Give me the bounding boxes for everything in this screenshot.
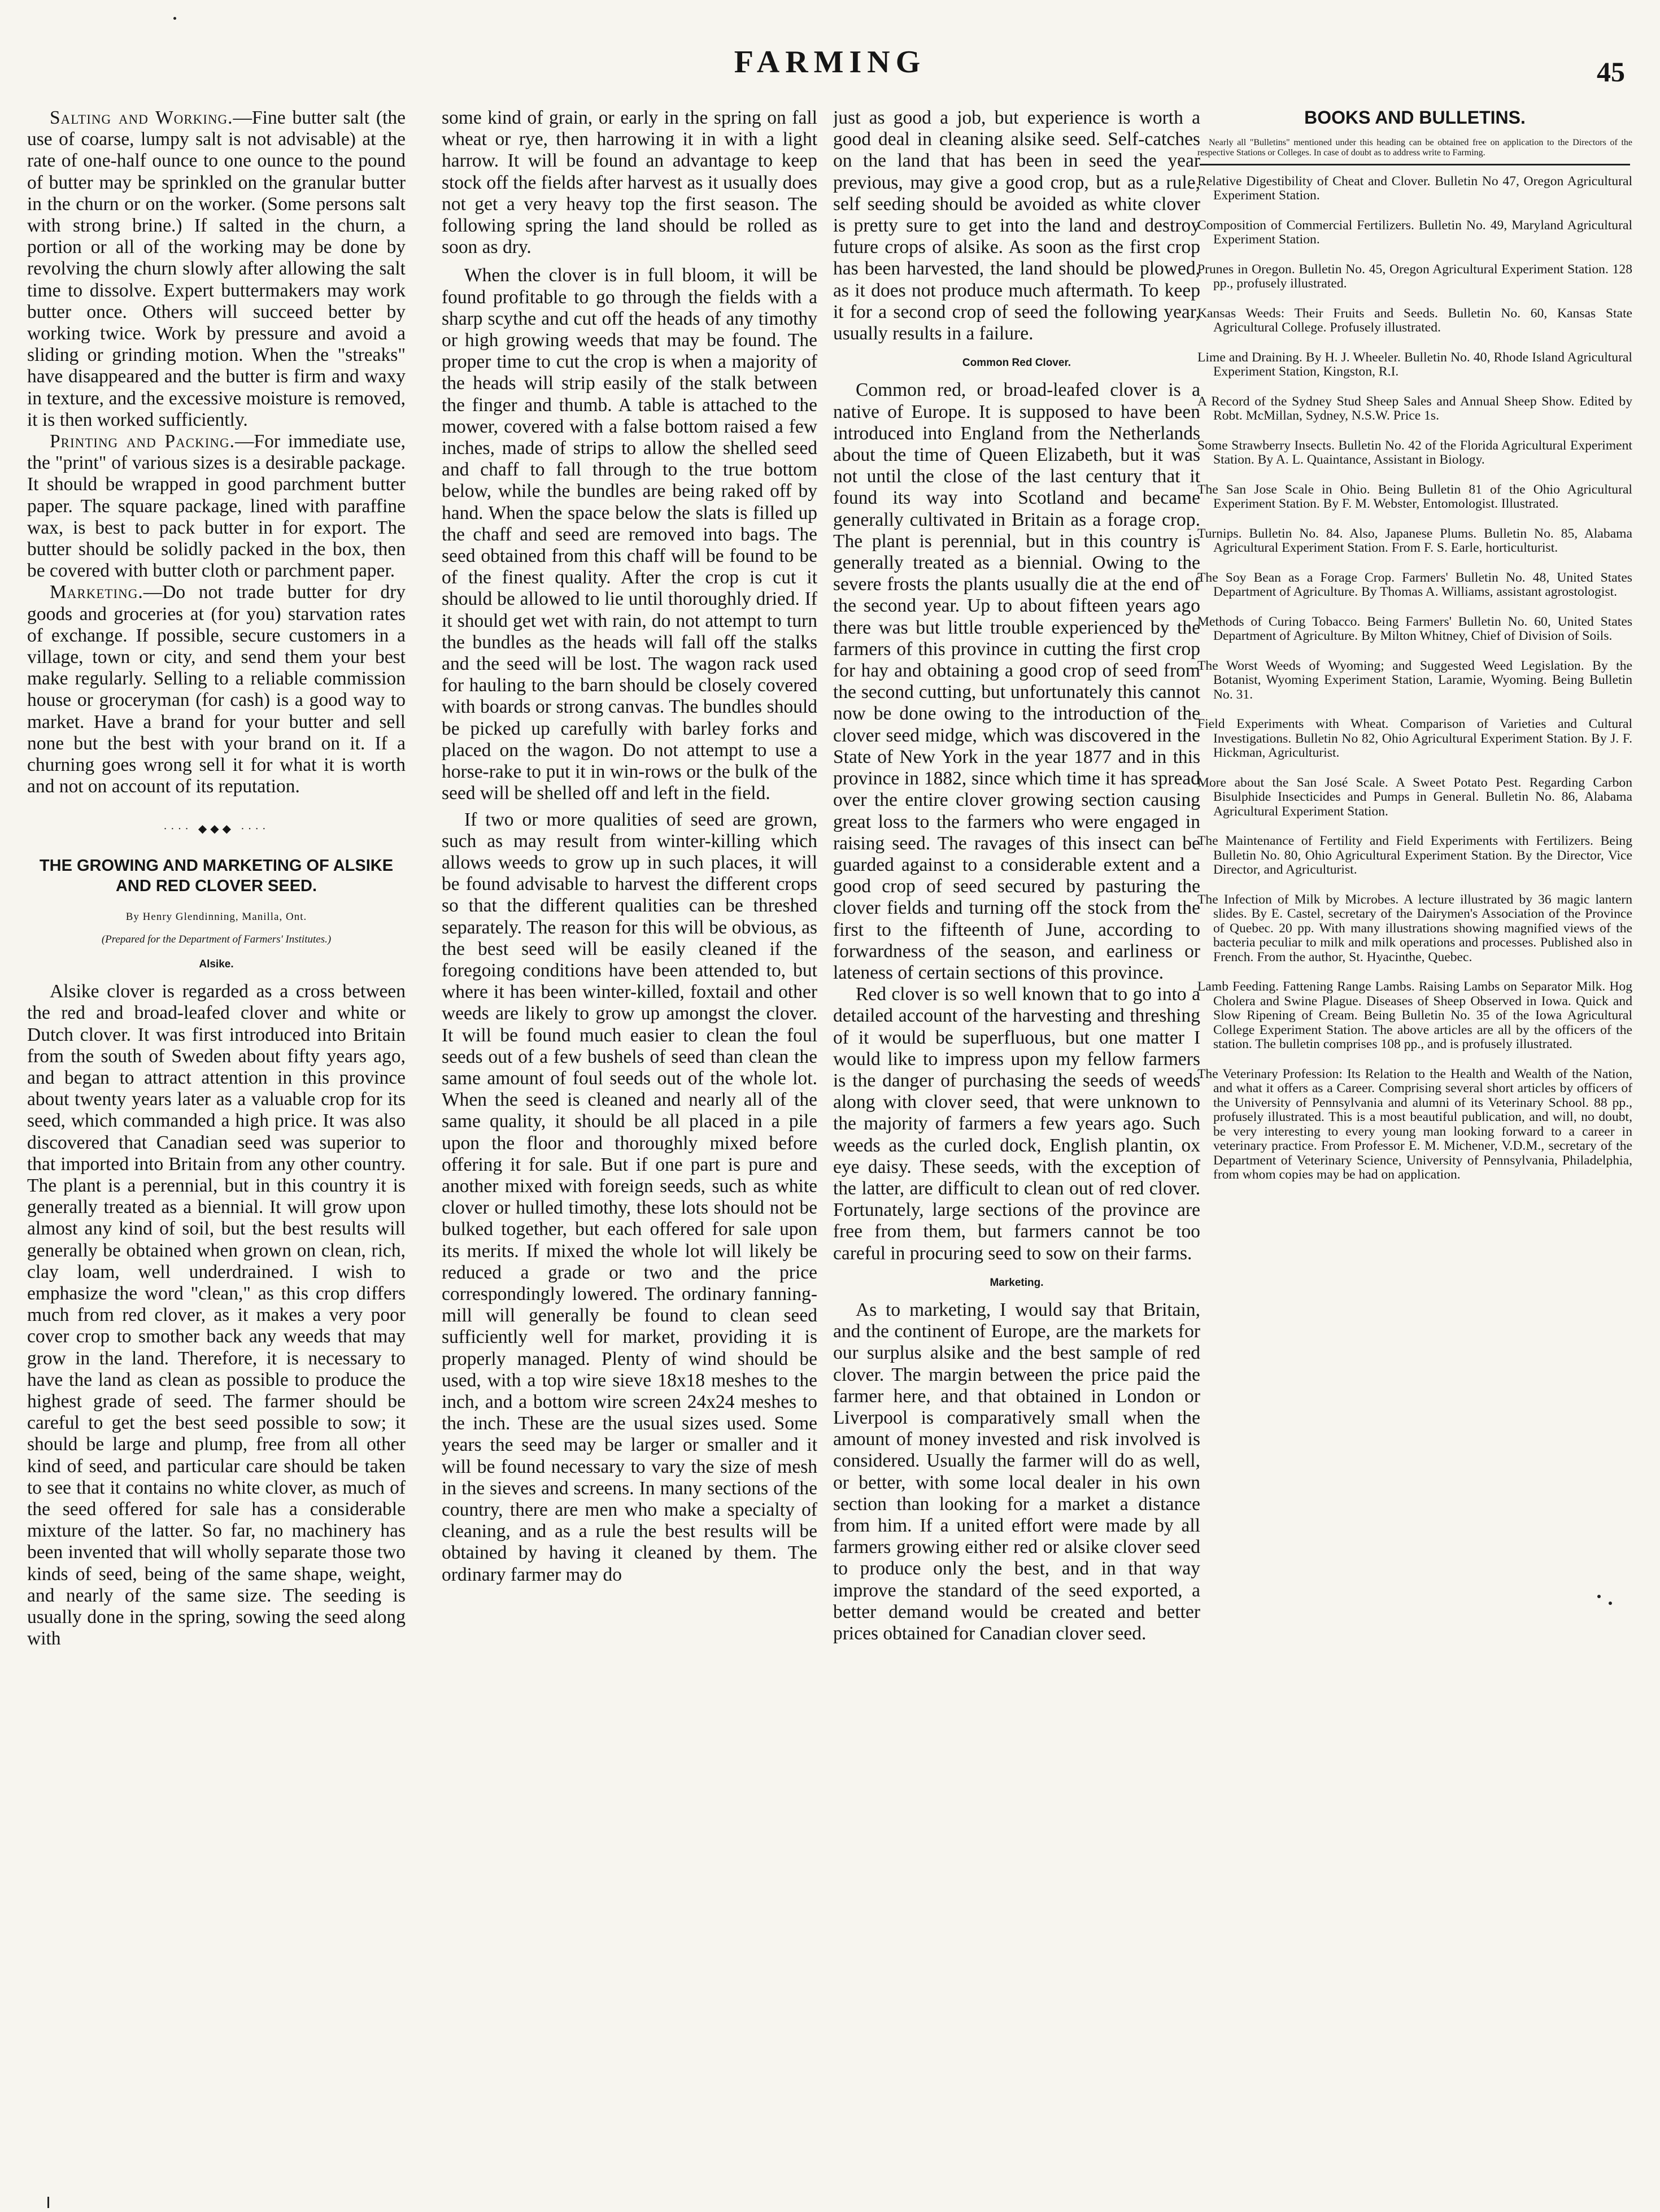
salting-paragraph	[27, 107, 406, 431]
bulletin-entry: The Maintenance of Fertility and Field Experiments with Fertilizers. Being Bulletin No. 80, Ohio Agricultural Experiment Station. By the Director, Vice Director, and Agriculturist.	[1197, 834, 1632, 877]
alsike-paragraph: Alsike clover is regarded as a cross between the red and broad-leafed clover and white or Dutch clover. It was first introduced into Britain from the south of Sweden about fifty years ago, and began to attract attention in this province about twenty years later as a valuable crop for its seed, which commanded a high price. It was also discovered that Canadian seed was superior to that imported into Britain from any other country. The plant is a perennial, but in this country it is generally treated as a biennial. It will grow upon almost any kind of soil, but the best results will generally be obtained when grown on clean, rich, clay loam, well underdrained. I wish to emphasize the word "clean," as this crop differs much from red clover, as it makes a very poor cover crop to smother back any weeds that may grow in the land. Therefore, it is necessary to have the land as clean as possible to produce the highest grade of seed. The farmer should be careful to get the best seed possible to sow; it should be large and plump, free from all other kind of seed, and particular care should be taken to see that it contains no white clover, as much of the seed offered for sale has a considerable mixture of the latter. So far, no machinery has been invented that will wholly separate those two kinds of seed, being of the same shape, weight, and nearly of the same size. The seeding is usually done in the spring, sowing the seed along with	[27, 981, 406, 1650]
bulletin-entry: Methods of Curing Tobacco. Being Farmers' Bulletin No. 60, United States Department of Agriculture. By Milton Whitney, Chief of Division of Soils.	[1197, 614, 1632, 643]
subheading-alsike: Alsike.	[199, 958, 234, 970]
running-title: FARMING	[734, 45, 926, 80]
bulletin-entry: The San Jose Scale in Ohio. Being Bulletin 81 of the Ohio Agricultural Experiment Station. By F. M. Webster, Entomologist. Illustrated.	[1197, 482, 1632, 511]
printing-heading: Printing and Packing.	[50, 431, 235, 452]
bulletin-entry: Composition of Commercial Fertilizers. Bulletin No. 49, Maryland Agricultural Experiment Station.	[1197, 217, 1632, 247]
page-header	[0, 44, 1660, 95]
column-2	[442, 107, 817, 2152]
subheading-marketing: Marketing.	[990, 1276, 1044, 1289]
bulletin-entry: Lamb Feeding. Fattening Range Lambs. Raising Lambs on Separator Milk. Hog Cholera and Swine Plague. Diseases of Sheep Observed in Iowa. Quick and Slow Ripening of Cream. Being Bulletin No. 35 of the Iowa Agricultural College Experiment Station. The above articles are all by the officers of the station. The bulletin comprises 108 pp., and is profusely illustrated.	[1197, 979, 1632, 1052]
article-byline: By Henry Glendinning, Manilla, Ont.	[125, 910, 307, 923]
section-ornament: ···· ◆◆◆ ····	[163, 822, 269, 835]
marketing-butter-heading: Marketing.	[50, 582, 143, 603]
article-title: THE GROWING AND MARKETING OF ALSIKE AND RED CLOVER SEED.	[39, 856, 394, 895]
marketing-butter-text: —Do not trade butter for dry goods and groceries at (for you) starvation rates of exchange. If possible, secure customers in a village, town or city, and send them your best make regularly. Selling to a reliable commission house or groceryman (for cash) is a good way to market. Have a brand for your butter and sell none but the best with your brand on it. If a churning goes wrong sell it for what it is worth and not on account of its reputation.	[27, 582, 406, 797]
bulletin-entry: The Veterinary Profession: Its Relation to the Health and Wealth of the Nation, and what it offers as a Career. Comprising several short articles by officers of the University of Pennsylvania and alumni of its Veterinary School. 88 pp., profusely illustrated. This is a most beautiful publication, and will, no doubt, be very interesting to every young man looking forward to a career in veterinary practice. From Professor E. M. Michener, V.D.M., secretary of the Department of Veterinary Science, University of Pennsylvania, Philadelphia, from whom copies may be had on application.	[1197, 1066, 1632, 1182]
books-bulletins-title: BOOKS AND BULLETINS.	[1304, 107, 1526, 128]
page-number: 45	[1597, 56, 1625, 88]
bulletin-entry: Turnips. Bulletin No. 84. Also, Japanese Plums. Bulletin No. 85, Alabama Agricultural Experiment Station. From F. S. Earle, horticulturist.	[1197, 526, 1632, 555]
bulletin-entry: The Worst Weeds of Wyoming; and Suggested Weed Legislation. By the Botanist, Wyoming Experiment Station, Laramie, Wyoming. Being Bulletin No. 31.	[1197, 658, 1632, 702]
col3-paragraph-1: just as good a job, but experience is worth a good deal in cleaning alsike seed. Self-catches on the land that has been in seed the year previous, may give a good crop, but as a rule, self seeding should be avoided as white clover is pretty sure to get into the land and destroy future crops of alsike. As soon as the first crop has been harvested, the land should be plowed, as it does not produce much aftermath. To keep it for a second crop of seed the following year, usually results in a failure.	[833, 107, 1200, 344]
bulletin-entry: Some Strawberry Insects. Bulletin No. 42 of the Florida Agricultural Experiment Station. By A. L. Quaintance, Assistant in Biology.	[1197, 438, 1632, 467]
salting-heading: Salting and Working.	[50, 107, 233, 128]
marketing-butter-paragraph	[27, 582, 406, 797]
bulletin-entry: Lime and Draining. By H. J. Wheeler. Bulletin No. 40, Rhode Island Agricultural Experiment Station, Kingston, R.I.	[1197, 350, 1632, 379]
col3-paragraph-3: Red clover is so well known that to go into a detailed account of the harvesting and threshing of it would be superfluous, but one matter I would like to impress upon my fellow farmers is the danger of purchasing the seeds of weeds along with clover seed, that were unknown to the majority of farmers a few years ago. Such weeds as the curled dock, English plantin, ox eye daisy. These seeds, with the exception of the latter, are difficult to clean out of red clover. Fortunately, large sections of the province are free from them, but farmers cannot be too careful in procuring seed to sow on their farms.	[833, 984, 1200, 1264]
column-1	[27, 107, 406, 2152]
salting-text: —Fine butter salt (the use of coarse, lumpy salt is not advisable) at the rate of one-half ounce to one ounce to the pound of butter may be sprinkled on the granular butter in the churn or on the worker. (Some persons salt with strong brine.) If salted in the churn, a portion or all of the working may be done by revolving the churn slowly after allowing the salt time to dissolve. Expert buttermakers may work butter once. Others will succeed better by working twice. Work by pressure and avoid a sliding or grinding motion. When the "streaks" have disappeared and the butter is firm and waxy in texture, and the excessive moisture is removed, it is then worked sufficiently.	[27, 107, 406, 430]
column-3	[833, 107, 1200, 2152]
bulletin-entry: Prunes in Oregon. Bulletin No. 45, Oregon Agricultural Experiment Station. 128 pp., profusely illustrated.	[1197, 261, 1632, 291]
bulletin-entry: Field Experiments with Wheat. Comparison of Varieties and Cultural Investigations. Bulletin No 82, Ohio Agricultural Experiment Station. By J. F. Hickman, Agriculturist.	[1197, 717, 1632, 760]
scan-mark-bottom	[47, 2197, 49, 2208]
printing-text: —For immediate use, the "print" of various sizes is a desirable package. It should be wrapped in good parchment butter paper. The square package, lined with paraffine wax, is best to pack butter in for export. The butter should be solidly packed in the box, then be covered with butter cloth or parchment paper.	[27, 431, 406, 582]
bulletin-entry: Kansas Weeds: Their Fruits and Seeds. Bulletin No. 60, Kansas State Agricultural College. Profusely illustrated.	[1197, 306, 1632, 335]
books-bulletins-note: Nearly all "Bulletins" mentioned under this heading can be obtained free on application to the Directors of the respective Stations or Colleges. In case of doubt as to address write to Farming.	[1197, 137, 1632, 158]
col3-paragraph-2: Common red, or broad-leafed clover is a native of Europe. It is supposed to have been introduced into England from the Netherlands about the time of Queen Elizabeth, but it was not until the close of the last century that it found its way into Scotland and became generally cultivated in Britain as a forage crop. The plant is perennial, but in this country is generally treated as a biennial. Owing to the severe frosts the plants usually die at the end of the second year. Up to about fifteen years ago there was but little trouble experienced by the farmers of this province in cutting the first crop for hay and obtaining a good crop of seed from the second cutting, but unfortunately this cannot now be done owing to the introduction of the clover seed midge, which was discovered in the State of New York in the year 1877 and in this province in 1882, since which time it has spread over the entire clover growing section causing great loss to the farmers who were engaged in raising seed. The ravages of this insect can be guarded against to a considerable extent and a good crop of seed secured by pasturing the clover fields and turning off the stock from the first to the fifteenth of June, according to forwardness of the season, and earliness or lateness of certain sections of this province.	[833, 379, 1200, 983]
column-4-books-bulletins	[1197, 107, 1632, 2152]
col2-paragraph-1: some kind of grain, or early in the spring on fall wheat or rye, then harrowing it in with a light harrow. It will be found an advantage to keep stock off the fields after harvest as it usually does not get a very heavy top the first season. The following spring the land should be rolled as soon as dry.	[442, 107, 817, 258]
divider-rule	[1200, 164, 1630, 165]
bulletin-entry: More about the San José Scale. A Sweet Potato Pest. Regarding Carbon Bisulphide Insecticides and Pumps in General. Bulletin No. 86, Alabama Agricultural Experiment Station.	[1197, 775, 1632, 819]
article-prepared-note: (Prepared for the Department of Farmers' Institutes.)	[101, 933, 332, 945]
bulletin-entry: The Soy Bean as a Forage Crop. Farmers' Bulletin No. 48, United States Department of Agriculture. By Thomas A. Williams, assistant agrostologist.	[1197, 570, 1632, 599]
bulletin-entry: A Record of the Sydney Stud Sheep Sales and Annual Sheep Show. Edited by Robt. McMillan, Sydney, N.S.W. Price 1s.	[1197, 394, 1632, 423]
bulletin-entry: Relative Digestibility of Cheat and Clover. Bulletin No 47, Oregon Agricultural Experiment Station.	[1197, 173, 1632, 203]
col3-paragraph-4: As to marketing, I would say that Britain, and the continent of Europe, are the markets for our surplus alsike and the best sample of red clover. The margin between the price paid the farmer here, and that obtained in London or Liverpool is comparatively small when the amount of money invested and risk involved is considered. Usually the farmer will do as well, or better, with some local dealer in his own section than looking for a market a distance from him. If a united effort were made by all farmers growing either red or alsike clover seed to produce only the best, and in that way improve the standard of the seed exported, a better demand would be created and better prices obtained for Canadian clover seed.	[833, 1299, 1200, 1644]
col2-paragraph-3: If two or more qualities of seed are grown, such as may result from winter-killing which allows weeds to grow up in such places, it will be found advisable to harvest the different crops so that the different qualities can be threshed separately. The reason for this will be obvious, as the best seed will be easily cleaned if the foregoing conditions have been attended to, but where it has been winter-killed, foxtail and other weeds are likely to grow up amongst the clover. It will be found much easier to clean the foul seeds out of a few bushels of seed than clean the same amount of foul seeds out of the whole lot. When the seed is cleaned and nearly all of the same quality, it should be all placed in a pile upon the floor and thoroughly mixed before offering it for sale. But if one part is pure and another mixed with foreign seeds, such as white clover or hulled timothy, these lots should not be bulked together, but each offered for sale upon its merits. If mixed the whole lot will likely be reduced a grade or two and the price correspondingly lowered. The ordinary fanning-mill will generally be found to clean seed sufficiently well for market, providing it is properly managed. Plenty of wind should be used, with a top wire sieve 18x18 meshes to the inch, and a bottom wire screen 24x24 meshes to the inch. These are the usual sizes used. Some years the seed may be larger or smaller and it will be found necessary to vary the size of mesh in the sieves and screens. In many sections of the country, there are men who make a specialty of cleaning, and as a rule the best results will be obtained by having it cleaned by them. The ordinary farmer may do	[442, 809, 817, 1585]
scan-mark-top	[173, 17, 176, 20]
printing-paragraph	[27, 431, 406, 582]
col2-paragraph-2: When the clover is in full bloom, it will be found profitable to go through the fields with a sharp scythe and cut off the heads of any timothy or high growing weeds that may be found. The proper time to cut the crop is when a majority of the heads will strip easily of the stalk between the finger and thumb. A table is attached to the mower, covered with a false bottom raised a few inches, made of strips to allow the shelled seed and chaff to fall through to the true bottom below, while the bundles are being raked off by hand. When the space below the slats is filled up the chaff and seed are removed into bags. The seed obtained from this chaff will be found to be of the finest quality. After the crop is cut it should be allowed to lie until thoroughly dried. If it should get wet with rain, do not attempt to turn the bundles as the heads will fall off the stalks and the seed will be lost. The wagon rack used for hauling to the barn should be closely covered with boards or strong canvas. The bundles should be picked up carefully with barley forks and placed on the wagon. Do not attempt to use a horse-rake to put it in win-rows or the bulk of the seed will be shelled off and left in the field.	[442, 265, 817, 804]
bulletin-entry: The Infection of Milk by Microbes. A lecture illustrated by 36 magic lantern slides. By E. Castel, secretary of the Dairymen's Association of the Province of Quebec. 20 pp. With many illustrations showing magnified views of the bacteria peculiar to milk and milk operations and processes. Published also in French. From the author, St. Hyacinthe, Quebec.	[1197, 892, 1632, 965]
subheading-common-red-clover: Common Red Clover.	[962, 357, 1071, 369]
